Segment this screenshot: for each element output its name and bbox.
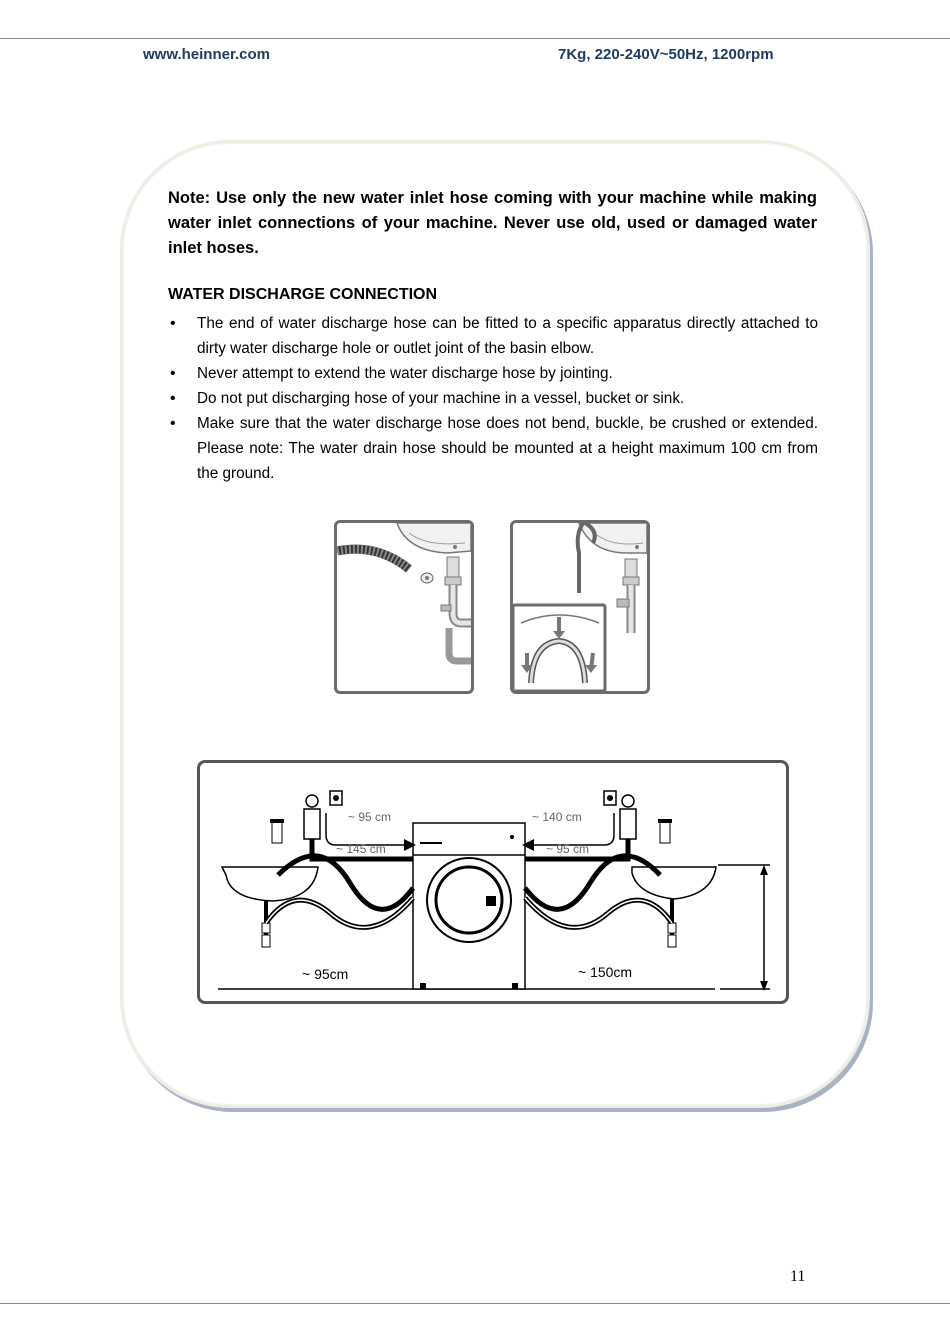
inlet-hose-note: Note: Use only the new water inlet hose coming with your machine while making water inlet connections of your machine. Never use old, used or damaged water inlet hoses. [168,189,817,257]
right-floor-distance-label: ~ 150cm [578,964,633,980]
section-title: WATER DISCHARGE CONNECTION [168,286,438,303]
sink-drain-illustration [337,523,471,691]
product-spec: 7Kg, 220-240V~50Hz, 1200rpm [558,46,774,63]
hose-over-sink-illustration [510,520,650,694]
hose-to-drain-illustration [334,520,474,694]
header-rule [0,38,950,39]
website-url[interactable]: www.heinner.com [143,46,270,63]
sink-hook-illustration [513,523,647,691]
left-floor-distance-label: ~ 95cm [302,966,349,982]
discharge-instructions-list [168,311,818,486]
right-drain-label: ~ 95 cm [546,842,590,856]
footer-rule [0,1303,950,1304]
installation-diagram [197,760,789,1004]
list-item: • Do not put discharging hose of your machine in a vessel, bucket or sink. [168,386,818,411]
list-item: • Make sure that the water discharge hose does not bend, buckle, be crushed or extended. Please note: The water drain hose should be mounted at a height maximum 100 cm from the ground. [168,411,818,486]
right-inlet-label: ~ 140 cm [532,810,582,824]
left-inlet-label: ~ 95 cm [348,810,392,824]
page-number: 11 [790,1268,806,1285]
list-item: • Never attempt to extend the water discharge hose by jointing. [168,361,818,386]
list-item: • The end of water discharge hose can be fitted to a specific apparatus directly attached to dirty water discharge hole or outlet joint of the basin elbow. [168,311,818,361]
left-drain-label: ~ 145 cm [336,842,386,856]
hose-layout-drawing [200,763,786,1001]
